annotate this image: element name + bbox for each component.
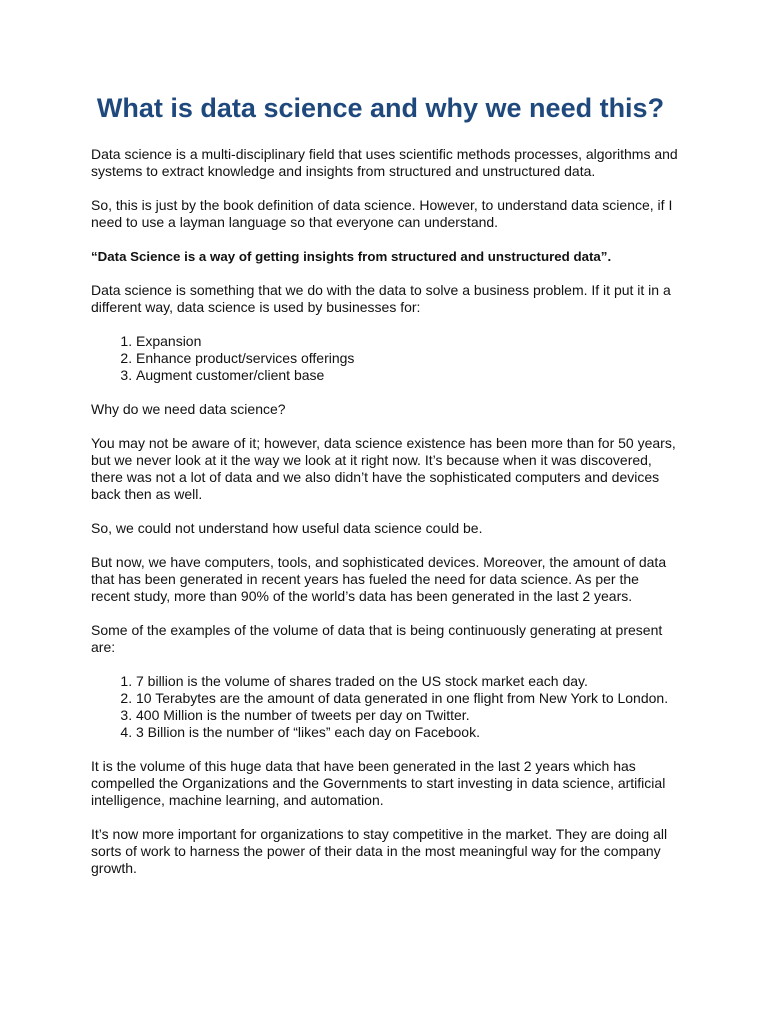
list-item: 3. Augment customer/client base [136, 367, 678, 384]
list-item: 3. 400 Million is the number of tweets per day on Twitter. [136, 707, 678, 724]
list-item: 1. Expansion [136, 333, 678, 350]
paragraph-usefulness: So, we could not understand how useful data science could be. [91, 520, 483, 536]
list-item: 4. 3 Billion is the number of “likes” each day on Facebook. [136, 724, 678, 741]
paragraph-layman-intro: So, this is just by the book definition of data science. However, to understand data science, if I need to use a layman language so that everyone can understand. [91, 197, 673, 230]
paragraph-competitive: It’s now more important for organizations to stay competitive in the market. They are doing all sorts of work to harness the power of their data in the most meaningful way for the company growth. [91, 826, 668, 876]
list-item: 1. 7 billion is the volume of shares traded on the US stock market each day. [136, 673, 678, 690]
paragraph-business-use: Data science is something that we do with the data to solve a business problem. If it put it in a different way, data science is used by businesses for: [91, 282, 671, 315]
list-item: 2. Enhance product/services offerings [136, 350, 678, 367]
paragraph-why-question: Why do we need data science? [91, 401, 286, 417]
paragraph-now: But now, we have computers, tools, and sophisticated devices. Moreover, the amount of data that has been generated in recent years has fueled the need for data science. As per the recent study, more than 90% of the world’s data has been generated in the last 2 years. [91, 554, 667, 604]
paragraph-examples-intro: Some of the examples of the volume of data that is being continuously generating at present are: [91, 622, 663, 655]
business-uses-list [91, 333, 678, 384]
volume-examples-list [91, 673, 678, 741]
paragraph-investment: It is the volume of this huge data that have been generated in the last 2 years which has compelled the Organizations and the Governments to start investing in data science, artificial intelligence, machine learning, and automation. [91, 758, 666, 808]
list-item: 2. 10 Terabytes are the amount of data generated in one flight from New York to London. [136, 690, 678, 707]
paragraph-quote: “Data Science is a way of getting insights from structured and unstructured data”. [91, 249, 612, 264]
paragraph-definition: Data science is a multi-disciplinary field that uses scientific methods processes, algorithms and systems to extract knowledge and insights from structured and unstructured data. [91, 146, 678, 179]
document-title: What is data science and why we need this? [96, 93, 665, 123]
paragraph-history: You may not be aware of it; however, data science existence has been more than for 50 years, but we never look at it the way we look at it right now. It’s because when it was discovered, there was not a lot of data and we also didn’t have the sophisticated computers and devices back then as well. [91, 435, 676, 502]
